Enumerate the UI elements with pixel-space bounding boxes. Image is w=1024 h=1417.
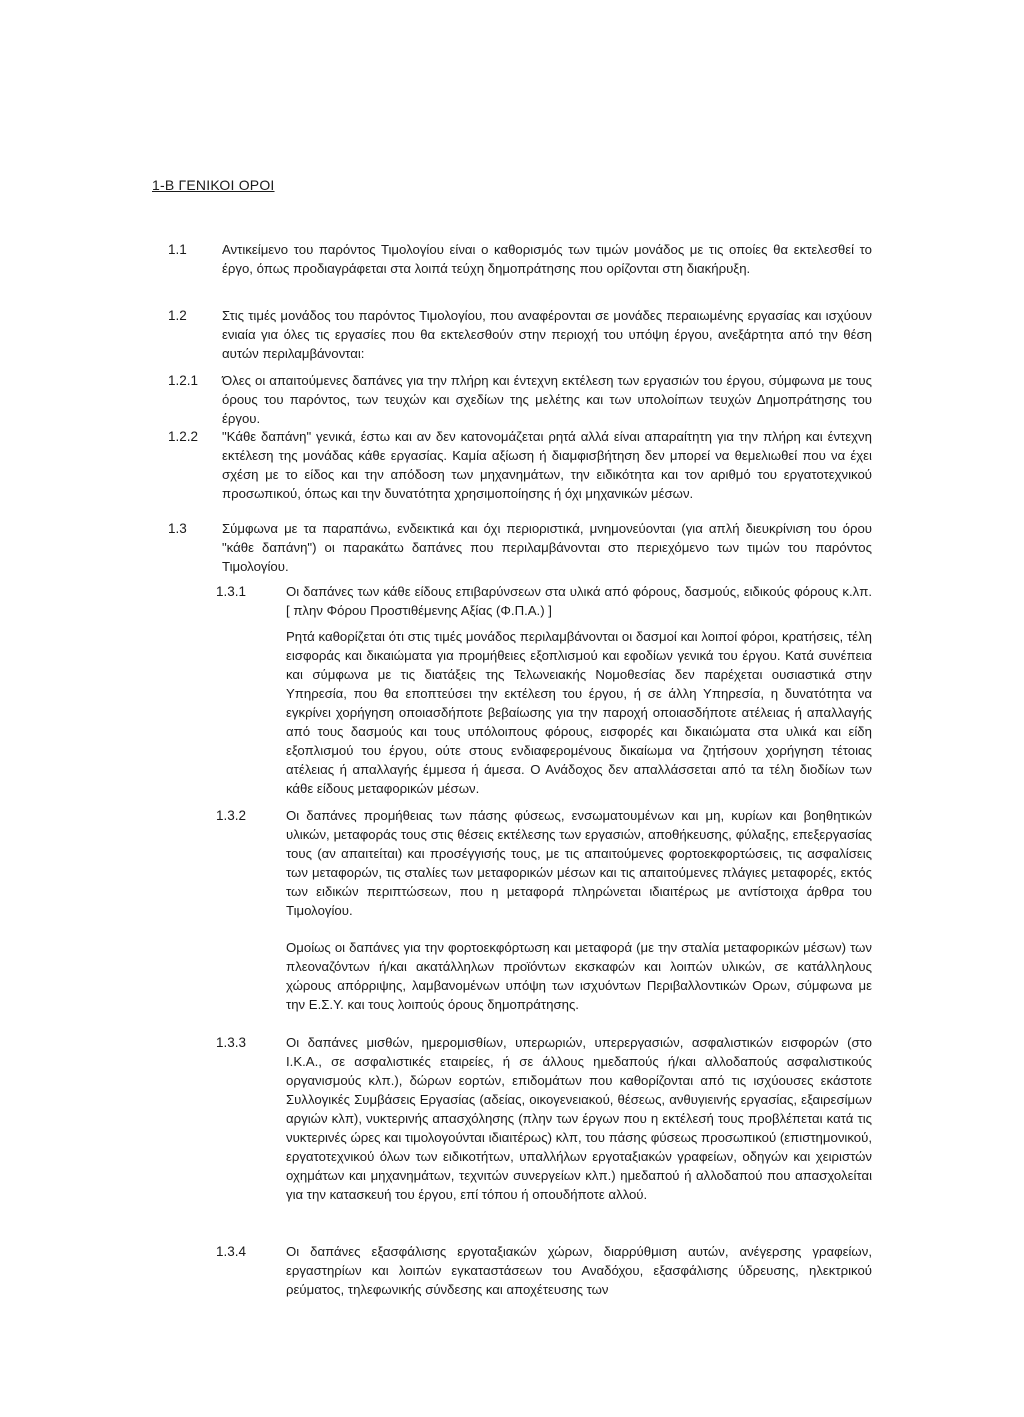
clause-number: 1.3.4 <box>216 1244 247 1259</box>
clause-number: 1.3.1 <box>216 584 247 599</box>
clause-text: Οι δαπάνες προμήθειας των πάσης φύσεως, ενσωματουμένων και μη, κυρίων και βοηθητικών υλικών, μεταφοράς τους στις θέσεις εκτέλεσης των εργασιών, αποθήκευσης, φύλαξης, επεξεργασίας τους (αν απαιτείται) και προσέγγισής τους, με τις απαιτούμενες φορτοεκφορτώσεις, τις ασφαλίσεις των μεταφορών, τις σταλίες των μεταφορικών μέσων και τις απαιτούμενες πλάγιες μεταφορές, εκτός των ειδικών περιπτώσεων, που η μεταφορά πληρώνεται ιδιαιτέρως με αντίστοιχα άρθρα του Τιμολογίου. <box>286 808 872 918</box>
clause-number: 1.2.2 <box>168 429 199 444</box>
clause-number: 1.2.1 <box>168 373 199 388</box>
clause-number: 1.3.2 <box>216 808 247 823</box>
clause-number: 1.3 <box>168 521 187 536</box>
clause-text: "Κάθε δαπάνη" γενικά, έστω και αν δεν κατονομάζεται ρητά αλλά είναι απαραίτητη για την πλήρη και έντεχνη εκτέλεση της μονάδας κάθε εργασίας. Καμία αξίωση ή διαμφισβήτηση δεν μπορεί να θεμελιωθεί που να έχει σχέση με το είδος και την απόδοση των μηχανημάτων, την ειδικότητα και τον αριθμό του εργατοτεχνικού προσωπικού, όπως και την δυνατότητα χρησιμοποίησης ή όχι μηχανικών μέσων. <box>222 429 872 501</box>
clause-number: 1.2 <box>168 308 187 323</box>
clause-number: 1.1 <box>168 242 187 257</box>
clause-text: Οι δαπάνες μισθών, ημερομισθίων, υπερωριών, υπερεργασιών, ασφαλιστικών εισφορών (στο Ι.Κ.Α., σε ασφαλιστικές εταιρείες, ή σε άλλους ημεδαπούς ή/και αλλοδαπούς ασφαλιστικούς οργανισμούς κλπ.), δώρων εορτών, επιδομάτων που καθορίζονται από τις ισχύουσες εκάστοτε Συλλογικές Συμβάσεις Εργασίας (αδείας, οικογενειακού, θέσεως, ανθυγιεινής εργασίας, εξαιρεσίμων αργιών κλπ), νυκτερινής απασχόλησης (πλην των έργων που η εκτέλεσή τους προβλέπεται κατά τις νυκτερινές ώρες και τιμολογούνται ιδιαιτέρως) κλπ, του πάσης φύσεως προσωπικού (επιστημονικού, εργατοτεχνικού όλων των ειδικοτήτων, υπαλλήλων εργοταξιακών γραφείων, οδηγών και χειριστών οχημάτων και μηχανημάτων, τεχνιτών συνεργείων κλπ.) ημεδαπού ή αλλοδαπού που απασχολείται για την κατασκευή του έργου, επί τόπου ή οπουδήποτε αλλού. <box>286 1035 872 1202</box>
clause-text: Στις τιμές μονάδος του παρόντος Τιμολογίου, που αναφέρονται σε μονάδες περαιωμένης εργασίας και ισχύουν ενιαία για όλες τις εργασίες που θα εκτελεσθούν στην περιοχή του υπόψη έργου, ανεξάρτητα από την θέση αυτών περιλαμβάνονται: <box>222 308 872 361</box>
clause-text: Ρητά καθορίζεται ότι στις τιμές μονάδος περιλαμβάνονται οι δασμοί και λοιποί φόροι, κρατήσεις, τέλη εισφοράς και δικαιώματα για προμήθειες εξοπλισμού και εφοδίων γενικά του έργου. Κατά συνέπεια και σύμφωνα με τις διατάξεις της Τελωνειακής Νομοθεσίας δεν παρέχεται ουσιαστικά στην Υπηρεσία, που θα εποπτεύσει την εκτέλεση του έργου, ή σε άλλη Υπηρεσία, η δυνατότητα να εγκρίνει χορήγηση οποιασδήποτε βεβαίωσης για την παροχή οποιασδήποτε ατέλειας ή απαλλαγής από τους δασμούς και τους υπόλοιπους φόρους, εισφορές και δικαιώματα στα υλικά και είδη εξοπλισμού του έργου, ούτε στους ενδιαφερομένους δικαίωμα να ζητήσουν χορήγηση τέτοιας ατέλειας ή απαλλαγής έμμεσα ή άμεσα. Ο Ανάδοχος δεν απαλλάσσεται από τα τέλη διοδίων των κάθε είδους μεταφορικών μέσων. <box>286 629 872 796</box>
clause-text: Σύμφωνα με τα παραπάνω, ενδεικτικά και όχι περιοριστικά, μνημονεύονται (για απλή διευκρίνιση του όρου "κάθε δαπάνη") οι παρακάτω δαπάνες που περιλαμβάνονται στο περιεχόμενο των τιμών του παρόντος Τιμολογίου. <box>222 521 872 574</box>
clause-text: Όλες οι απαιτούμενες δαπάνες για την πλήρη και έντεχνη εκτέλεση των εργασιών του έργου, σύμφωνα με τους όρους του παρόντος, των τευχών και σχεδίων της μελέτης και των υπολοίπων τευχών Δημοπράτησης του έργου. <box>222 373 872 426</box>
clause-text: Οι δαπάνες των κάθε είδους επιβαρύνσεων στα υλικά από φόρους, δασμούς, ειδικούς φόρους κ.λπ. [ πλην Φόρου Προστιθέμενης Αξίας (Φ.Π.Α.) ] <box>286 584 872 618</box>
clause-text: Αντικείμενο του παρόντος Τιμολογίου είναι ο καθορισμός των τιμών μονάδος με τις οποίες θα εκτελεσθεί το έργο, όπως προδιαγράφεται στα λοιπά τεύχη δημοπράτησης που ορίζονται στη διακήρυξη. <box>222 242 872 276</box>
clause-number: 1.3.3 <box>216 1035 247 1050</box>
clause-text: Οι δαπάνες εξασφάλισης εργοταξιακών χώρων, διαρρύθμιση αυτών, ανέγερσης γραφείων, εργαστηρίων και λοιπών εγκαταστάσεων του Αναδόχου, εξασφάλισης ύδρευσης, ηλεκτρικού ρεύματος, τηλεφωνικής σύνδεσης και αποχέτευσης των <box>286 1244 872 1297</box>
clause-text: Ομοίως οι δαπάνες για την φορτοεκφόρτωση και μεταφορά (με την σταλία μεταφορικών μέσων) των πλεοναζόντων ή/και ακατάλληλων προϊόντων εκσκαφών και λοιπών υλικών, σε κατάλληλους χώρους απόρριψης, λαμβανομένων υπόψη των ισχυόντων Περιβαλλοντικών Ορων, σύμφωνα με την Ε.Σ.Υ. και τους λοιπούς όρους δημοπράτησης. <box>286 940 872 1012</box>
section-heading: 1-Β ΓΕΝΙΚΟΙ ΟΡΟΙ <box>152 177 275 193</box>
